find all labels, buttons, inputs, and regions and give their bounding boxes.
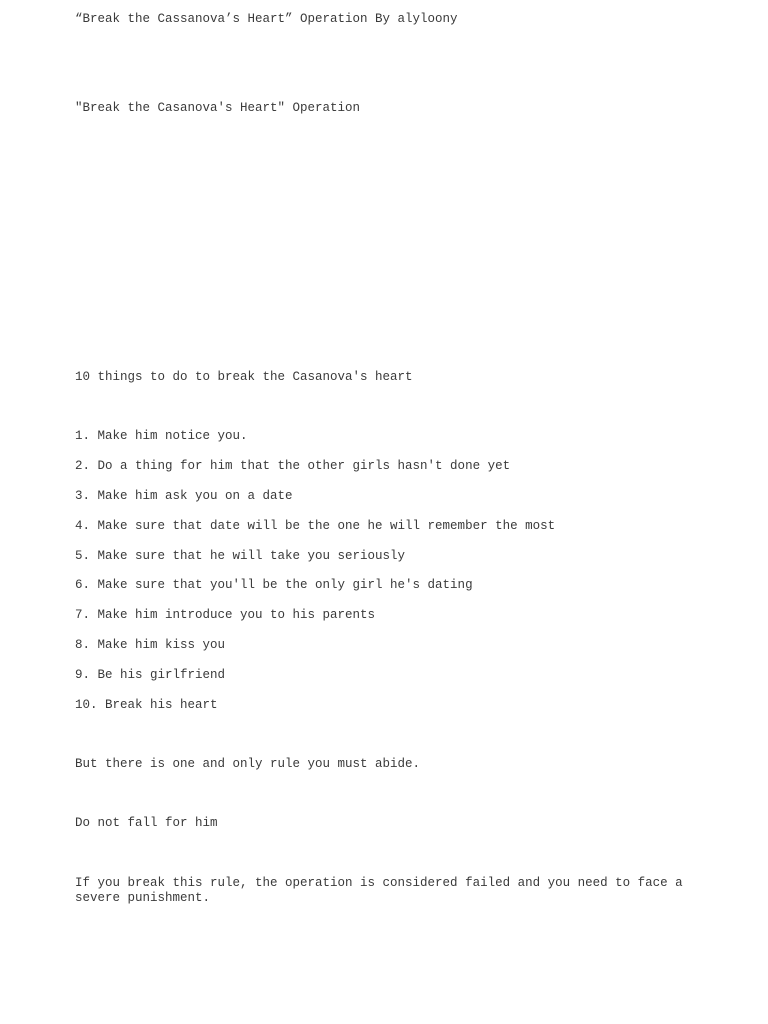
list-heading: 10 things to do to break the Casanova's heart: [75, 370, 413, 384]
list-item: 5. Make sure that he will take you seriously: [75, 548, 406, 563]
list-item: 9. Be his girlfriend: [75, 668, 226, 683]
story-title: "Break the Casanova's Heart" Operation: [75, 101, 361, 115]
list-item: 8. Make him kiss you: [75, 638, 226, 653]
rule-intro: But there is one and only rule you must abide.: [75, 757, 421, 771]
list-item: 2. Do a thing for him that the other girls hasn't done yet: [75, 458, 511, 473]
list-item: 1. Make him notice you.: [75, 429, 248, 443]
things-to-do-list: [75, 429, 555, 728]
list-item: 7. Make him introduce you to his parents: [75, 608, 376, 623]
list-item: 3. Make him ask you on a date: [75, 488, 293, 503]
list-item: 6. Make sure that you'll be the only girl he's dating: [75, 578, 473, 593]
document-header-title: “Break the Cassanova’s Heart” Operation By alyloony: [75, 12, 458, 26]
list-item: 4. Make sure that date will be the one he will remember the most: [75, 518, 556, 533]
only-rule: Do not fall for him: [75, 816, 218, 830]
consequence-paragraph: If you break this rule, the operation is considered failed and you need to face a severe punishment.: [75, 876, 691, 905]
list-item: 10. Break his heart: [75, 698, 218, 713]
